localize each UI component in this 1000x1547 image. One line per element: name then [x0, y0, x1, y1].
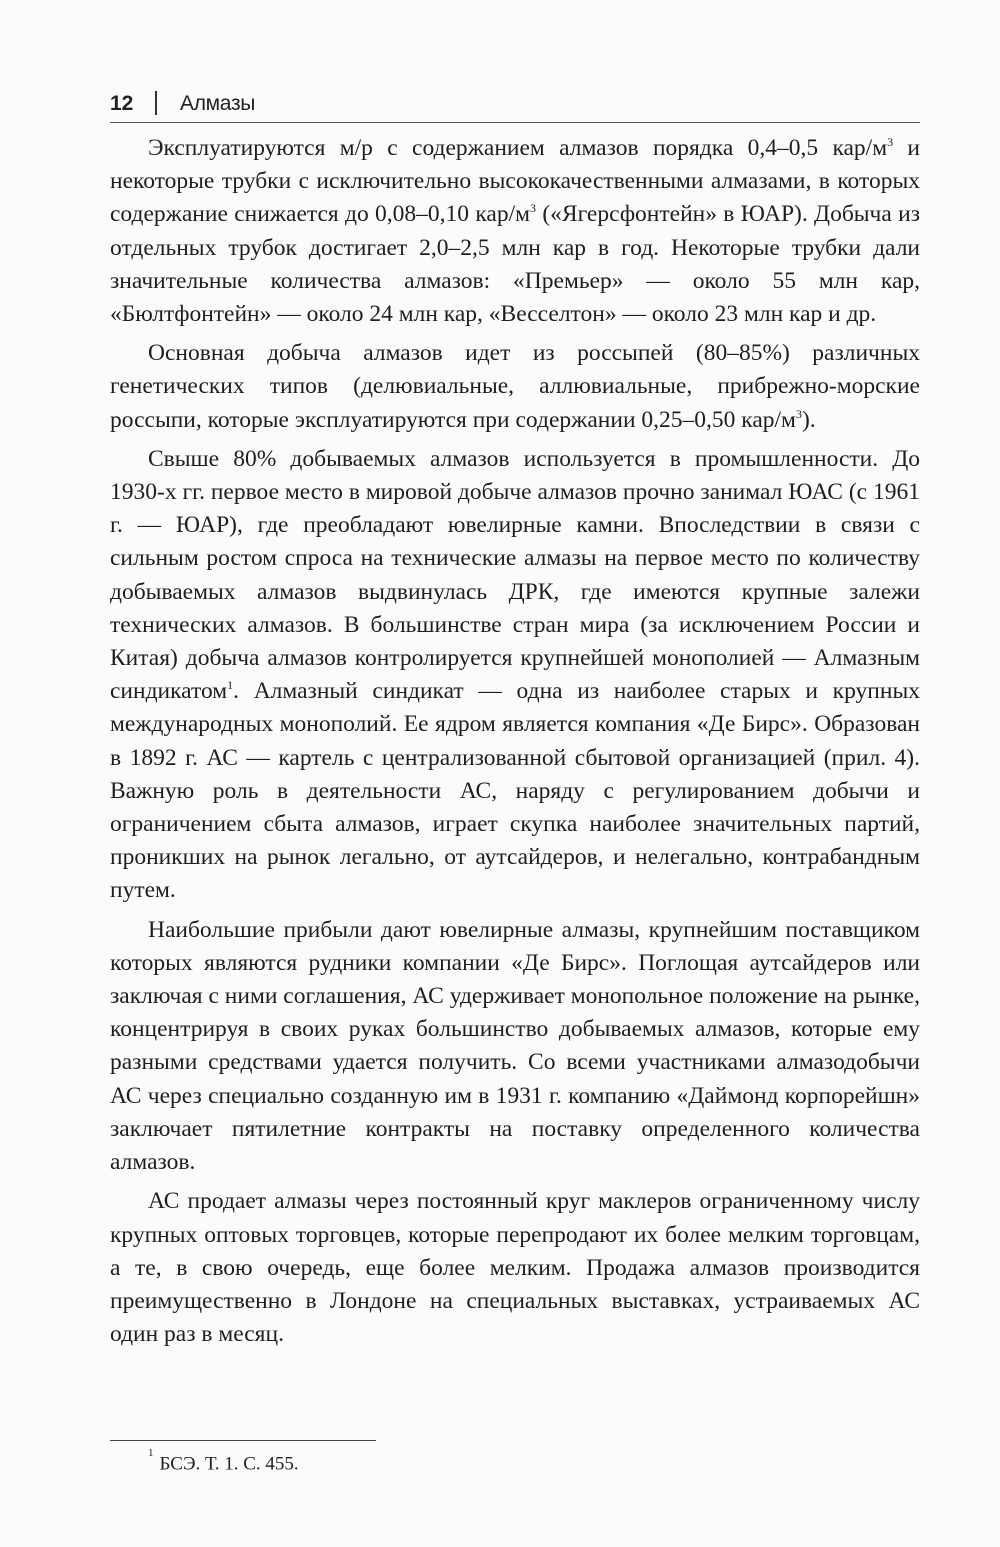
text-run: . Алмазный синдикат — одна из наиболее старых и крупных международных монополий. Ее ядром является компания «Де Бирс». Образован в 1892 г. АС — картель с централизованной сбытовой организацией (прил. 4). Важную роль в деятельности АС, наряду с регулированием добычи и ограничением сбыта алмазов, играет скупка наиболее значительных партий, проникших на рынок легально, от аутсайдеров, и нелегально, контрабандным путем. [110, 678, 920, 904]
text-run: («Ягерсфонтейн» в ЮАР). Добыча из отдельных трубок достигает 2,0–2,5 млн кар в год. Некоторые трубки дали значительные количества алмазов: «Премьер» — около 55 млн кар, «Бюлтфонтейн» — около 24 млн кар, «Весселтон» — около 23 млн кар и др. [110, 201, 920, 328]
paragraph [110, 337, 920, 437]
superscript: 3 [530, 201, 537, 216]
text-run: Основная добыча алмазов идет из россыпей (80–85%) различных генетических типов (делювиальные, аллювиальные, прибрежно-морские россыпи, которые эксплуатируются при содержании 0,25–0,50 кар/м [110, 340, 920, 433]
page-number: 12 [110, 92, 134, 115]
text-run: Эксплуатируются м/р с содержанием алмазов порядка 0,4–0,5 кар/м [148, 135, 888, 161]
paragraph [110, 914, 920, 1180]
superscript: 3 [795, 406, 802, 421]
footnote-marker: 1 [148, 1447, 154, 1459]
footnote-text: БСЭ. Т. 1. С. 455. [159, 1453, 299, 1475]
footnote-divider [110, 1440, 376, 1441]
paragraph [110, 443, 920, 908]
body-text [110, 132, 920, 1357]
page-header [110, 88, 920, 123]
paragraph [110, 132, 920, 331]
text-run: АС продает алмазы через постоянный круг маклеров ограниченному числу крупных оптовых торговцев, которые перепродают их более мелким торговцам, а те, в свою очередь, еще более мелким. Продажа алмазов производится преимущественно в Лондоне на специальных выставках, устраиваемых АС один раз в месяц. [110, 1188, 920, 1348]
text-run: ). [801, 406, 816, 433]
superscript: 3 [887, 135, 894, 150]
running-title: Алмазы [180, 92, 256, 115]
paragraph [110, 1185, 920, 1351]
text-run: Свыше 80% добываемых алмазов используется в промышленности. До 1930-х гг. первое место в мировой добыче алмазов прочно занимал ЮАС (с 1961 г. — ЮАР), где преобладают ювелирные камни. Впоследствии в связи с сильным ростом спроса на технические алмазы на первое место по количеству добываемых алмазов выдвинулась ДРК, где имеются крупные залежи технических алмазов. В большинстве стран мира (за исключением России и Китая) добыча алмазов контролируется крупнейшей монополией — Алмазным синдикатом [110, 445, 920, 705]
header-separator [155, 91, 157, 115]
text-run: Наибольшие прибыли дают ювелирные алмазы, крупнейшим поставщиком которых являются рудники компании «Де Бирс». Поглощая аутсайдеров или заключая с ними соглашения, АС удерживает монопольное положение на рынке, концентрируя в своих руках большинство добываемых алмазов, которые ему разными средствами удается получить. Со всеми участниками алмазодобычи АС через специально созданную им в 1931 г. компанию «Даймонд корпорейшн» заключает пятилетние контракты на поставку определенного количества алмазов. [110, 916, 920, 1176]
footnote [148, 1447, 299, 1475]
text-run: и некоторые трубки с исключительно высококачественными алмазами, в которых содержание снижается до 0,08–0,10 кар/м [110, 135, 921, 228]
footnote-ref[interactable]: 1 [227, 678, 234, 693]
